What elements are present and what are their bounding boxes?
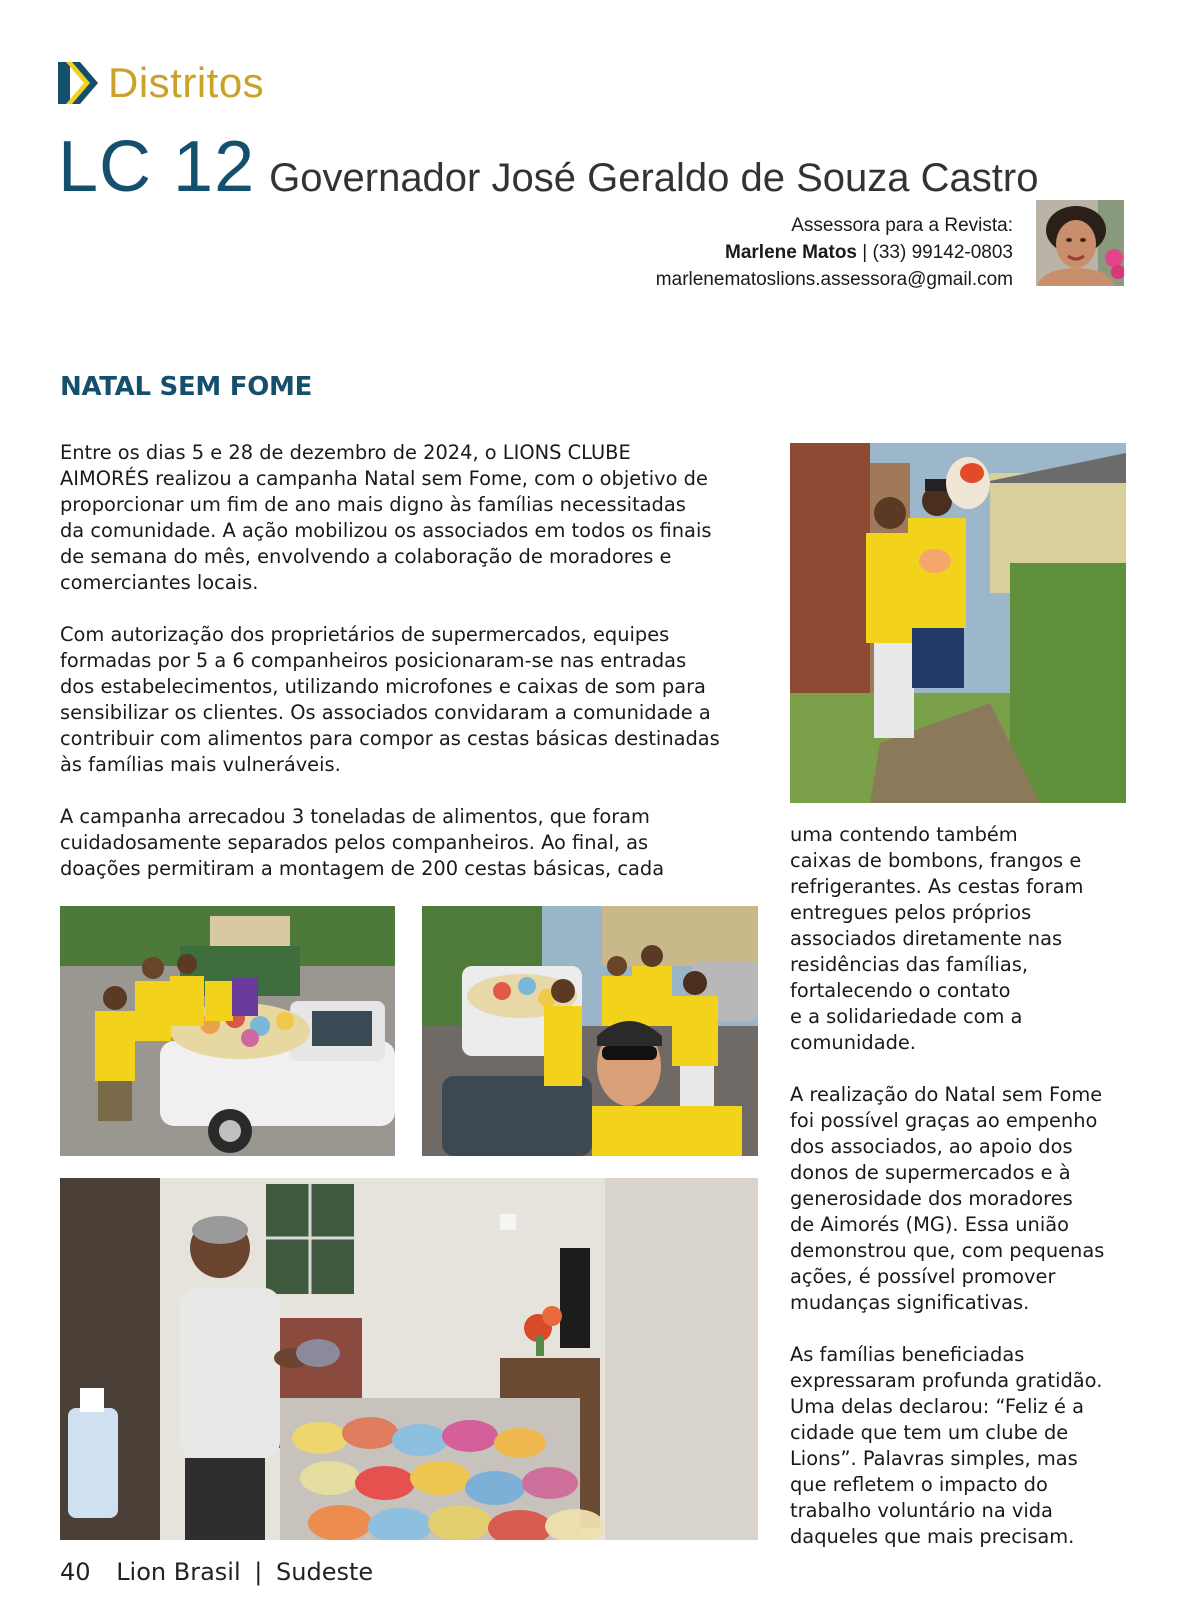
article-paragraph: A realização do Natal sem Fome foi possível graças ao empenho dos associados, ao apoio dos donos de supermercados e à generosidade dos moradores de Aimorés (MG). Essa união demonstrou que, com pequenas ações, é possível promover mudanças significativas. [790,1083,1105,1314]
photo-group-selfie [422,906,758,1156]
article-title: NATAL SEM FOME [60,372,313,402]
contact-portrait [1036,200,1124,286]
article-paragraph: uma contendo também caixas de bombons, frangos e refrigerantes. As cestas foram entregues pelos próprios associados diretamente nas residências das famílias, fortalecendo o contato e a solidariedade com a comunidade. [790,823,1084,1054]
contact-role: Assessora para a Revista: [791,215,1013,236]
article-paragraph: As famílias beneficiadas expressaram profunda gratidão. Uma delas declarou: “Feliz é a cidade que tem um clube de Lions”. Palavras simples, mas que refletem o impacto do trabalho voluntário na vida daqueles que mais precisam. [790,1343,1103,1548]
article-column-right [790,822,1130,1576]
contact-name-phone [656,239,1013,266]
footer-separator: | [254,1558,263,1586]
article-paragraph: Com autorização dos proprietários de supermercados, equipes formadas por 5 a 6 companheiros posicionaram-se nas entradas dos estabelecimentos, utilizando microfones e caixas de som para sensibilizar os clientes. Os associados convidaram a comunidade a contribuir com alimentos para compor as cestas básicas destinadas às famílias mais vulneráveis. [60,623,720,776]
article-column-left [60,440,760,908]
contact-phone: (33) 99142-0803 [872,242,1013,263]
governor-name: Governador José Geraldo de Souza Castro [269,156,1039,200]
section-header [58,58,264,108]
district-heading [58,126,1038,208]
contact-email: marlenematoslions.assessora@gmail.com [655,269,1013,290]
contact-block [656,212,1013,293]
article-paragraph: Entre os dias 5 e 28 de dezembro de 2024, o LIONS CLUBE AIMORÉS realizou a campanha Natal sem Fome, com o objetivo de proporcionar um fim de ano mais digno às famílias necessitadas da comunidade. A ação mobilizou os associados em todos os finais de semana do mês, envolvendo a colaboração de moradores e comerciantes locais. [60,441,712,594]
page-footer [60,1558,373,1586]
photo-baskets-room [60,1178,758,1540]
district-code: LC 12 [58,127,256,207]
photo-volunteers-delivery [790,443,1126,803]
chevron-right-icon [58,60,100,106]
contact-separator: | [862,242,868,263]
section-label: Distritos [108,59,265,106]
article-paragraph: A campanha arrecadou 3 toneladas de alimentos, que foram cuidadosamente separados pelos companheiros. Ao final, as doações permitiram a montagem de 200 cestas básicas, cada [60,805,665,880]
publication-region: Sudeste [276,1558,374,1586]
publication-name: Lion Brasil [116,1558,241,1586]
contact-name: Marlene Matos [725,242,857,263]
page-number: 40 [60,1558,91,1586]
photo-group-car-left [60,906,395,1156]
